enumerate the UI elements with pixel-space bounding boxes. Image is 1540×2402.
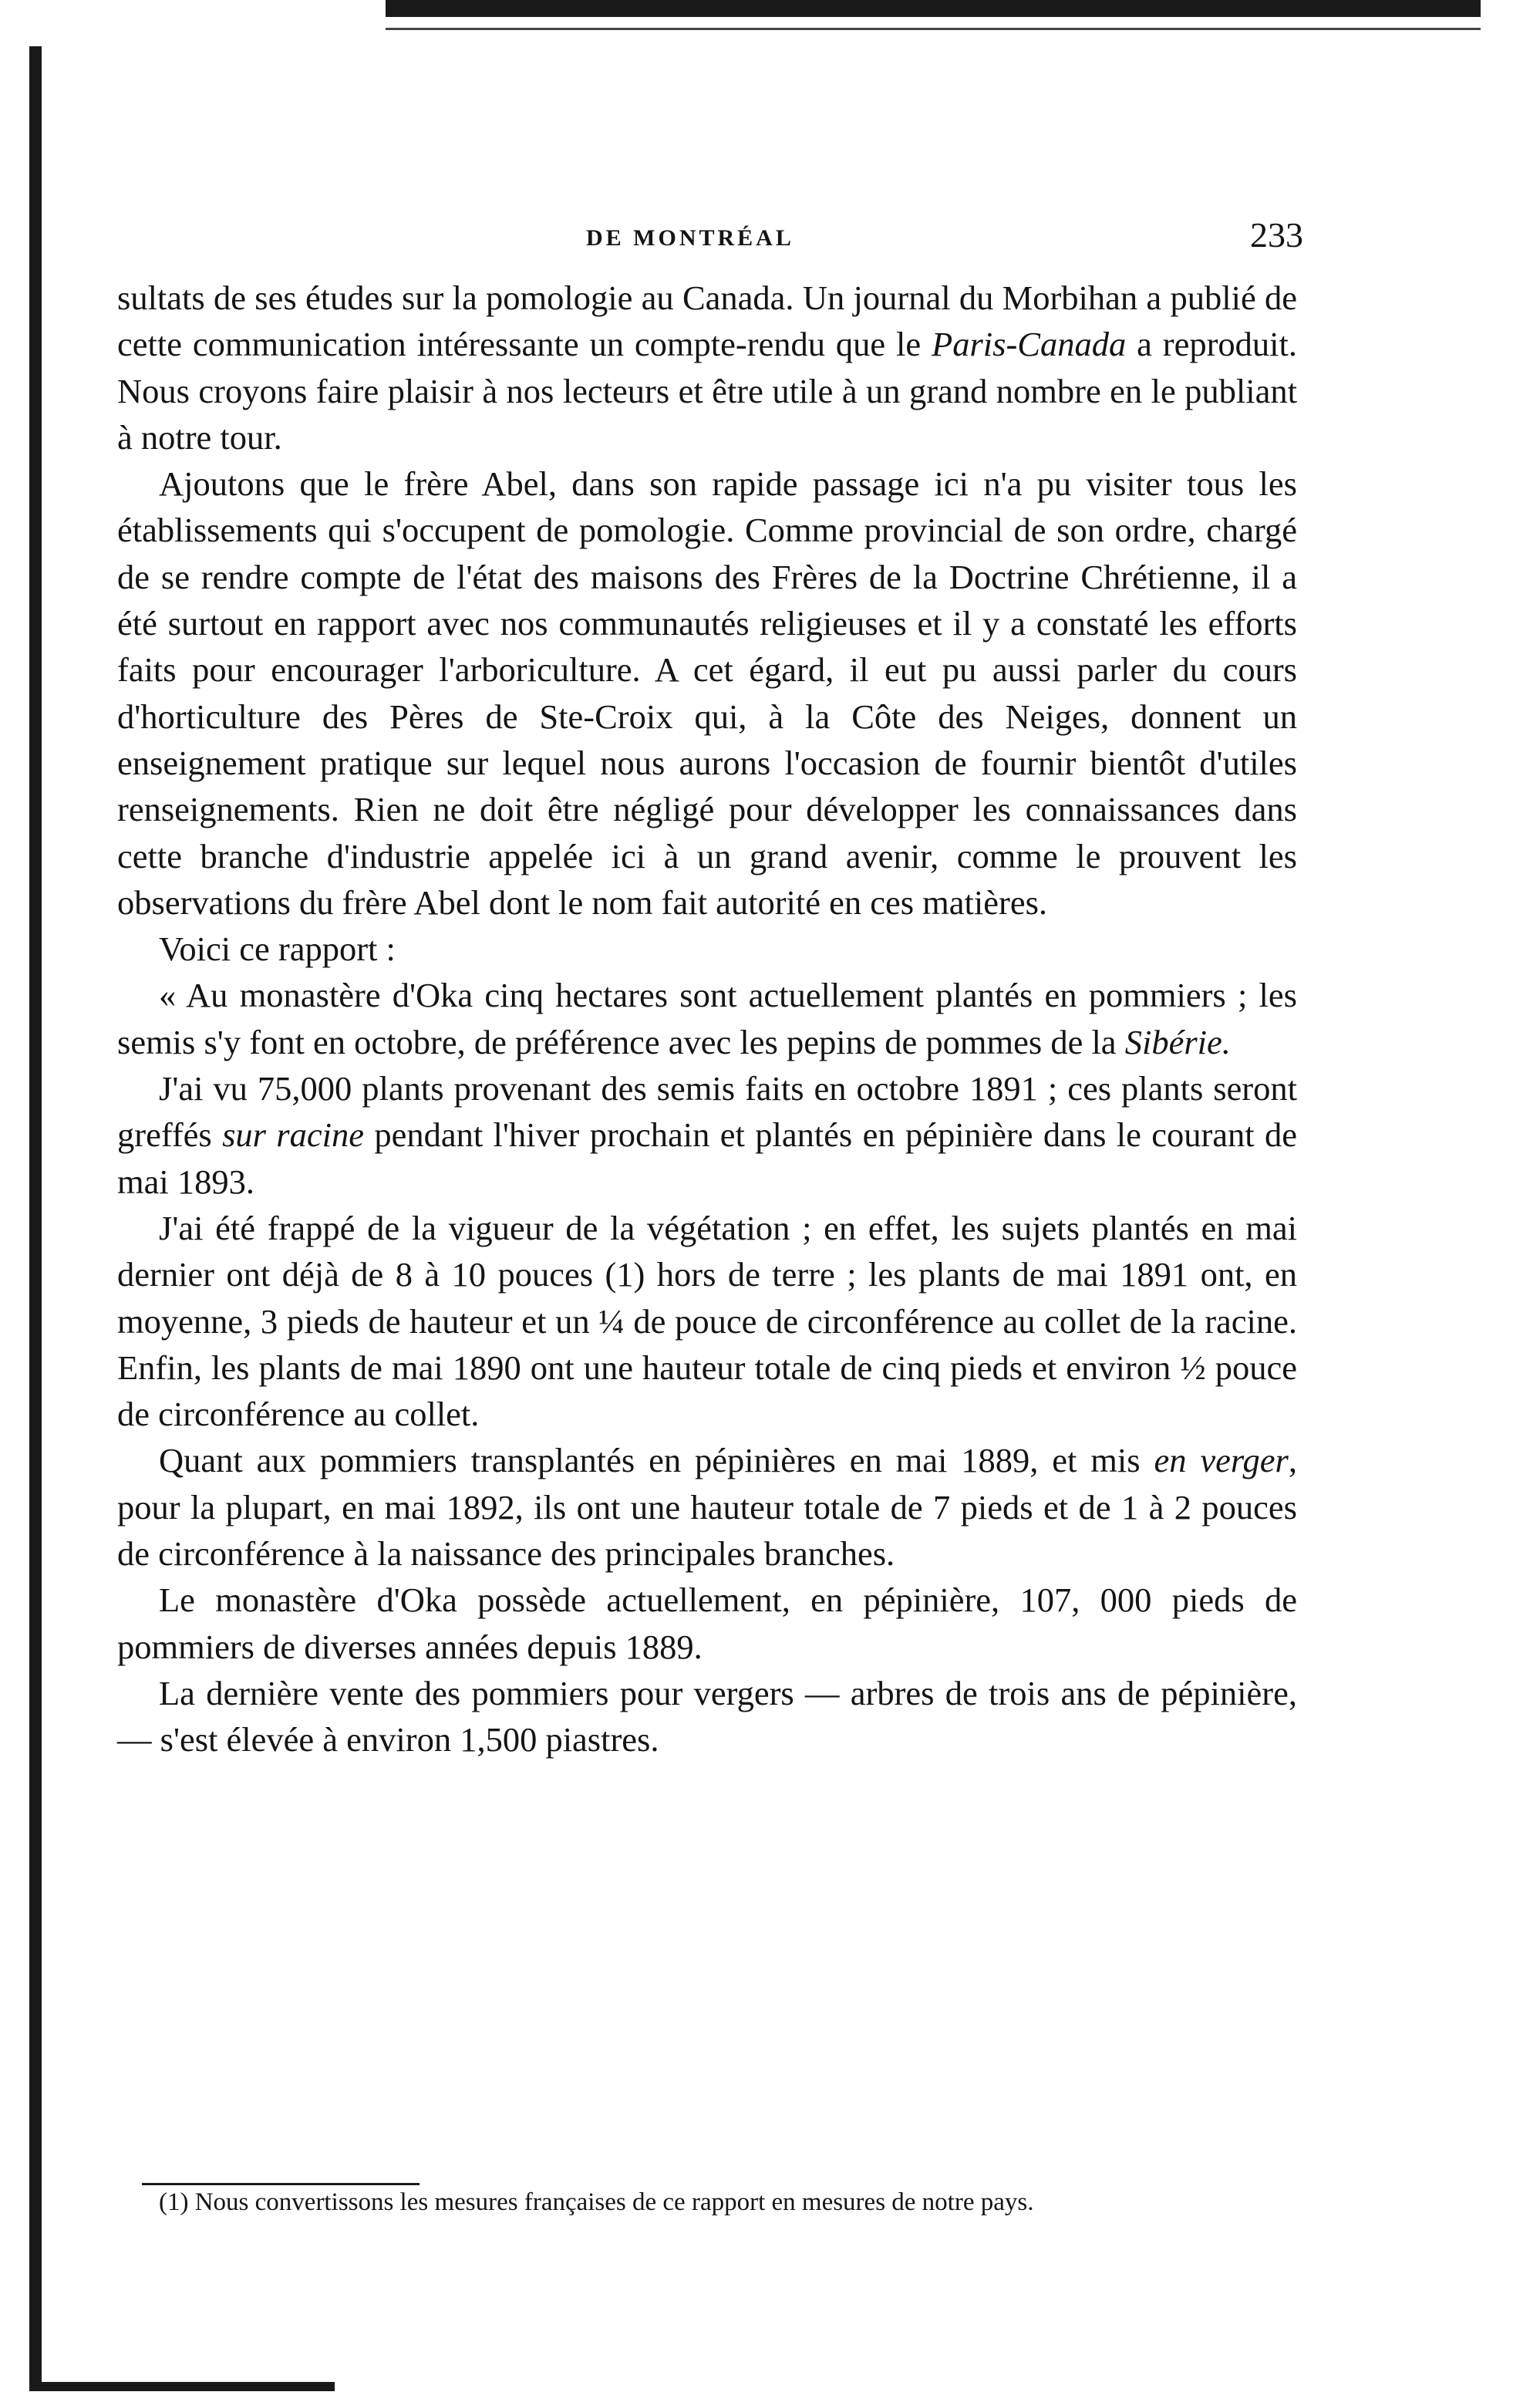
paragraph-text: , pour la plupart, en mai 1892, ils ont une hauteur totale de 7 pieds et de 1 à 2 pouces de circonférence à la naissance des principales branches. <box>117 1441 1297 1574</box>
scan-edge-left <box>29 46 42 2391</box>
running-title: DE MONTRÉAL <box>586 225 794 251</box>
paragraph-text: sultats de ses études sur la pomologie au Canada. Un journal du Morbihan a publié de cette communication intéressante un compte-rendu que le <box>117 278 1297 364</box>
paragraph-text: pendant l'hiver prochain et plantés en pépinière dans le courant de mai 1893. <box>117 1115 1297 1201</box>
paragraph <box>117 275 1297 460</box>
paragraph <box>117 926 1297 972</box>
paragraph-text: Quant aux pommiers transplantés en pépinières en mai 1889, et mis <box>159 1441 1154 1480</box>
paragraph-text: J'ai vu 75,000 plants provenant des semis faits en octobre 1891 ; ces plants seront greffés <box>117 1069 1297 1155</box>
footnote-text: (1) Nous convertissons les mesures françaises de ce rapport en mesures de notre pays. <box>159 2188 1034 2216</box>
scan-edge-top <box>386 0 1481 17</box>
paragraph-text: Le monastère d'Oka possède actuellement, en pépinière, 107, 000 pieds de pommiers de diverses années depuis 1889. <box>117 1581 1297 1666</box>
paragraph-text: Voici ce rapport : <box>159 929 396 969</box>
paragraph <box>117 1065 1297 1205</box>
paragraph-text: « Au monastère d'Oka cinq hectares sont actuellement plantés en pommiers ; les semis s'y font en octobre, de préférence avec les pepins de pommes de la <box>117 976 1297 1061</box>
paragraph-text: a reproduit. Nous croyons faire plaisir à nos lecteurs et être utile à un grand nombre en le publiant à notre tour. <box>117 325 1297 457</box>
paragraph-text: La dernière vente des pommiers pour vergers — arbres de trois ans de pépinière, — s'est élevée à environ 1,500 piastres. <box>117 1673 1297 1759</box>
paragraph-text: J'ai été frappé de la vigueur de la végétation ; en effet, les sujets plantés en mai dernier ont déjà de 8 à 10 pouces (1) hors de terre ; les plants de mai 1891 ont, en moyenne, 3 pieds de hauteur et un ¼ de pouce de circonférence au collet de la racine. Enfin, les plants de mai 1890 ont une hauteur totale de cinq pieds et environ ½ pouce de circonférence au collet. <box>117 1208 1297 1434</box>
paragraph <box>117 972 1297 1065</box>
italic-text: sur racine <box>222 1115 364 1155</box>
italic-text: Sibérie. <box>1124 1022 1231 1061</box>
paragraph <box>117 1670 1297 1763</box>
paragraph <box>117 1205 1297 1437</box>
paragraph-text: Ajoutons que le frère Abel, dans son rapide passage ici n'a pu visiter tous les établissements qui s'occupent de pomologie. Comme provincial de son ordre, chargé de se rendre compte de l'état des maisons des Frères de la Doctrine Chrétienne, il a été surtout en rapport avec nos communautés religieuses et il y a constaté les efforts faits pour encourager l'arboriculture. A cet égard, il eut pu aussi parler du cours d'horticulture des Pères de Ste-Croix qui, à la Côte des Neiges, donnent un enseignement pratique sur lequel nous aurons l'occasion de fournir bientôt d'utiles renseignements. Rien ne doit être négligé pour développer les connaissances dans cette branche d'industrie appelée ici à un grand avenir, comme le prouvent les observations du frère Abel dont le nom fait autorité en ces matières. <box>117 464 1297 922</box>
scan-edge-top-line <box>386 28 1481 30</box>
running-head <box>116 214 1303 261</box>
body-text <box>117 275 1297 1763</box>
scan-edge-bottom <box>42 2382 335 2391</box>
paragraph <box>117 460 1297 926</box>
paragraph <box>117 1437 1297 1577</box>
italic-text: en verger <box>1154 1441 1289 1480</box>
page-number: 233 <box>1250 215 1303 255</box>
footnote <box>117 2188 1297 2217</box>
paragraph <box>117 1577 1297 1670</box>
italic-text: Paris-Canada <box>932 325 1127 364</box>
footnote-rule <box>142 2183 420 2185</box>
